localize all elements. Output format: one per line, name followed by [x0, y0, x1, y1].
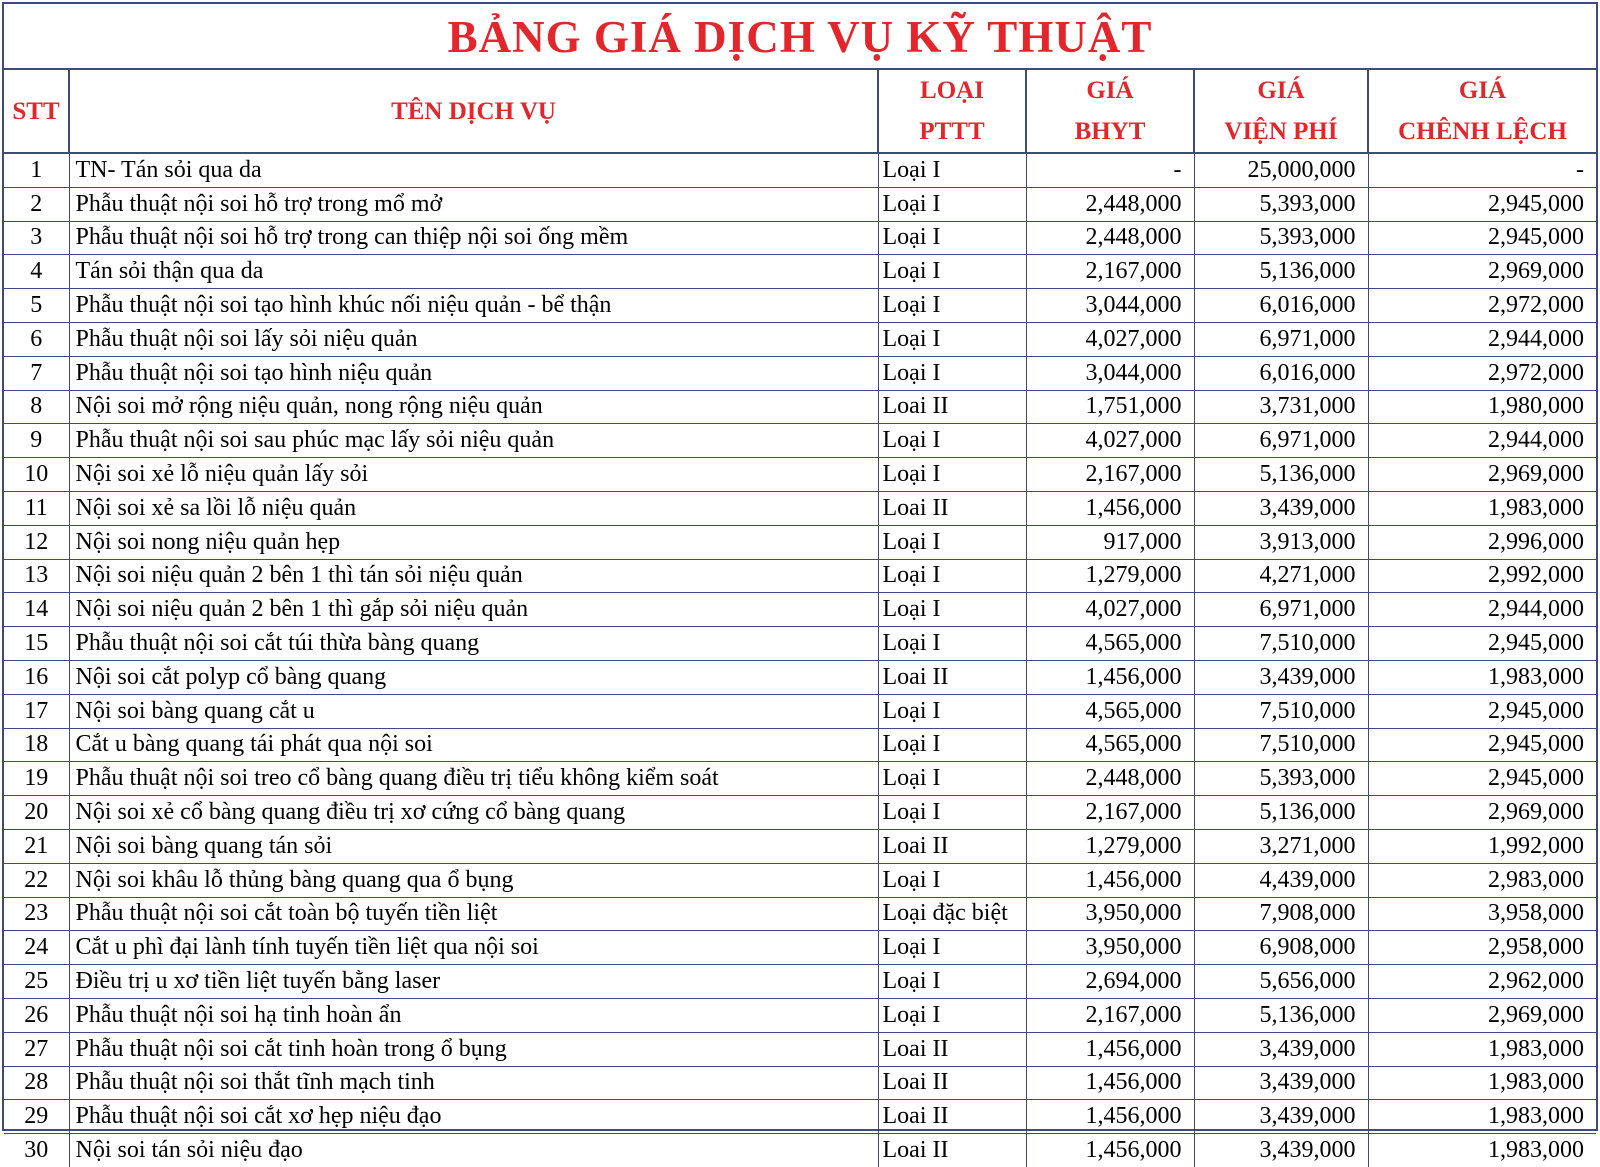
cell-type: Loại I	[878, 796, 1026, 830]
cell-hospital-price: 4,271,000	[1194, 559, 1368, 593]
cell-hospital-price: 3,439,000	[1194, 1100, 1368, 1134]
cell-diff-price: 2,992,000	[1368, 559, 1596, 593]
cell-bhyt-price: 4,027,000	[1026, 593, 1194, 627]
cell-diff-price: 2,983,000	[1368, 863, 1596, 897]
table-row	[4, 458, 1596, 492]
cell-type: Loại I	[878, 931, 1026, 965]
table-row	[4, 1100, 1596, 1134]
table-row	[4, 931, 1596, 965]
cell-bhyt-price: 1,456,000	[1026, 863, 1194, 897]
cell-bhyt-price: -	[1026, 153, 1194, 187]
cell-stt: 21	[4, 829, 69, 863]
cell-stt: 19	[4, 762, 69, 796]
table-row	[4, 694, 1596, 728]
cell-type: Loai II	[878, 829, 1026, 863]
cell-type: Loại I	[878, 255, 1026, 289]
table-body	[4, 153, 1596, 1167]
cell-type: Loại I	[878, 728, 1026, 762]
cell-hospital-price: 5,393,000	[1194, 187, 1368, 221]
cell-hospital-price: 6,971,000	[1194, 593, 1368, 627]
cell-bhyt-price: 4,027,000	[1026, 424, 1194, 458]
cell-service-name: Phẫu thuật nội soi tạo hình khúc nối niệu quản - bể thận	[69, 289, 878, 323]
cell-hospital-price: 6,016,000	[1194, 289, 1368, 323]
cell-diff-price: 2,945,000	[1368, 221, 1596, 255]
cell-hospital-price: 4,439,000	[1194, 863, 1368, 897]
cell-diff-price: 2,945,000	[1368, 694, 1596, 728]
cell-service-name: Phẫu thuật nội soi cắt tinh hoàn trong ổ bụng	[69, 1032, 878, 1066]
table-row	[4, 965, 1596, 999]
cell-type: Loại I	[878, 559, 1026, 593]
table-row	[4, 491, 1596, 525]
cell-type: Loại I	[878, 322, 1026, 356]
header-hospital-line1: GIÁ	[1257, 77, 1305, 104]
table-row	[4, 525, 1596, 559]
cell-diff-price: 2,969,000	[1368, 255, 1596, 289]
cell-stt: 6	[4, 322, 69, 356]
cell-type: Loại I	[878, 694, 1026, 728]
cell-stt: 28	[4, 1066, 69, 1100]
cell-bhyt-price: 1,751,000	[1026, 390, 1194, 424]
header-type-line2: PTTT	[919, 118, 985, 145]
cell-type: Loại I	[878, 762, 1026, 796]
cell-service-name: Phẫu thuật nội soi treo cổ bàng quang điều trị tiểu không kiểm soát	[69, 762, 878, 796]
table-row	[4, 424, 1596, 458]
cell-hospital-price: 3,439,000	[1194, 491, 1368, 525]
cell-hospital-price: 7,510,000	[1194, 627, 1368, 661]
cell-stt: 13	[4, 559, 69, 593]
cell-stt: 25	[4, 965, 69, 999]
table-row	[4, 1032, 1596, 1066]
cell-service-name: Nội soi tán sỏi niệu đạo	[69, 1134, 878, 1167]
cell-bhyt-price: 2,694,000	[1026, 965, 1194, 999]
cell-diff-price: 2,944,000	[1368, 424, 1596, 458]
cell-diff-price: 2,972,000	[1368, 356, 1596, 390]
cell-service-name: Phẫu thuật nội soi hỗ trợ trong can thiệp nội soi ống mềm	[69, 221, 878, 255]
table-row	[4, 559, 1596, 593]
cell-type: Loai II	[878, 1066, 1026, 1100]
cell-type: Loại I	[878, 356, 1026, 390]
cell-bhyt-price: 1,279,000	[1026, 559, 1194, 593]
cell-stt: 1	[4, 153, 69, 187]
cell-diff-price: 2,945,000	[1368, 762, 1596, 796]
cell-type: Loại I	[878, 998, 1026, 1032]
cell-diff-price: 1,983,000	[1368, 491, 1596, 525]
cell-service-name: Điều trị u xơ tiền liệt tuyến bằng laser	[69, 965, 878, 999]
cell-type: Loai II	[878, 491, 1026, 525]
cell-service-name: Phẫu thuật nội soi cắt xơ hẹp niệu đạo	[69, 1100, 878, 1134]
cell-bhyt-price: 4,565,000	[1026, 728, 1194, 762]
cell-hospital-price: 5,393,000	[1194, 762, 1368, 796]
cell-bhyt-price: 3,950,000	[1026, 897, 1194, 931]
table-row	[4, 322, 1596, 356]
header-bhyt-line2: BHYT	[1074, 118, 1146, 145]
header-hospital-price	[1194, 70, 1368, 153]
cell-diff-price: 2,969,000	[1368, 458, 1596, 492]
cell-service-name: Nội soi khâu lỗ thủng bàng quang qua ổ bụng	[69, 863, 878, 897]
cell-type: Loại I	[878, 525, 1026, 559]
cell-hospital-price: 7,510,000	[1194, 728, 1368, 762]
cell-diff-price: 1,992,000	[1368, 829, 1596, 863]
table-row	[4, 187, 1596, 221]
cell-hospital-price: 5,656,000	[1194, 965, 1368, 999]
cell-hospital-price: 7,510,000	[1194, 694, 1368, 728]
cell-diff-price: 2,996,000	[1368, 525, 1596, 559]
cell-service-name: Nội soi xẻ cổ bàng quang điều trị xơ cứng cổ bàng quang	[69, 796, 878, 830]
table-row	[4, 796, 1596, 830]
cell-hospital-price: 5,136,000	[1194, 796, 1368, 830]
cell-hospital-price: 6,908,000	[1194, 931, 1368, 965]
cell-service-name: Nội soi bàng quang cắt u	[69, 694, 878, 728]
cell-type: Loại I	[878, 221, 1026, 255]
cell-service-name: Nội soi xẻ lỗ niệu quản lấy sỏi	[69, 458, 878, 492]
table-row	[4, 897, 1596, 931]
cell-hospital-price: 3,271,000	[1194, 829, 1368, 863]
cell-bhyt-price: 1,279,000	[1026, 829, 1194, 863]
cell-service-name: Phẫu thuật nội soi hỗ trợ trong mổ mở	[69, 187, 878, 221]
cell-stt: 20	[4, 796, 69, 830]
cell-diff-price: 2,972,000	[1368, 289, 1596, 323]
cell-stt: 24	[4, 931, 69, 965]
cell-hospital-price: 5,136,000	[1194, 458, 1368, 492]
header-diff-line1: GIÁ	[1458, 77, 1507, 104]
cell-hospital-price: 5,136,000	[1194, 255, 1368, 289]
cell-type: Loại I	[878, 289, 1026, 323]
cell-hospital-price: 3,731,000	[1194, 390, 1368, 424]
cell-type: Loại I	[878, 965, 1026, 999]
cell-bhyt-price: 3,950,000	[1026, 931, 1194, 965]
cell-type: Loai II	[878, 1032, 1026, 1066]
cell-service-name: Nội soi niệu quản 2 bên 1 thì tán sỏi niệu quản	[69, 559, 878, 593]
cell-stt: 2	[4, 187, 69, 221]
cell-service-name: Phẫu thuật nội soi cắt toàn bộ tuyến tiền liệt	[69, 897, 878, 931]
cell-bhyt-price: 917,000	[1026, 525, 1194, 559]
cell-diff-price: 2,958,000	[1368, 931, 1596, 965]
table-row	[4, 863, 1596, 897]
cell-service-name: Cắt u bàng quang tái phát qua nội soi	[69, 728, 878, 762]
price-table	[4, 70, 1596, 1167]
cell-stt: 15	[4, 627, 69, 661]
cell-service-name: Nội soi bàng quang tán sỏi	[69, 829, 878, 863]
table-row	[4, 153, 1596, 187]
cell-service-name: Nội soi mở rộng niệu quản, nong rộng niệu quản	[69, 390, 878, 424]
cell-type: Loai II	[878, 390, 1026, 424]
cell-stt: 26	[4, 998, 69, 1032]
cell-bhyt-price: 3,044,000	[1026, 289, 1194, 323]
table-row	[4, 356, 1596, 390]
table-row	[4, 728, 1596, 762]
header-type-line1: LOẠI	[920, 77, 984, 104]
cell-diff-price: 2,969,000	[1368, 796, 1596, 830]
cell-service-name: Phẫu thuật nội soi lấy sỏi niệu quản	[69, 322, 878, 356]
cell-diff-price: 1,983,000	[1368, 660, 1596, 694]
cell-bhyt-price: 3,044,000	[1026, 356, 1194, 390]
cell-stt: 5	[4, 289, 69, 323]
cell-stt: 27	[4, 1032, 69, 1066]
cell-bhyt-price: 2,167,000	[1026, 255, 1194, 289]
cell-type: Loại I	[878, 627, 1026, 661]
cell-stt: 17	[4, 694, 69, 728]
cell-diff-price: 2,969,000	[1368, 998, 1596, 1032]
cell-stt: 22	[4, 863, 69, 897]
cell-hospital-price: 25,000,000	[1194, 153, 1368, 187]
cell-service-name: Phẫu thuật nội soi sau phúc mạc lấy sỏi niệu quản	[69, 424, 878, 458]
cell-stt: 3	[4, 221, 69, 255]
cell-diff-price: 1,983,000	[1368, 1100, 1596, 1134]
cell-stt: 23	[4, 897, 69, 931]
cell-bhyt-price: 4,565,000	[1026, 694, 1194, 728]
cell-hospital-price: 3,439,000	[1194, 1032, 1368, 1066]
cell-type: Loại I	[878, 458, 1026, 492]
cell-diff-price: 1,983,000	[1368, 1066, 1596, 1100]
cell-hospital-price: 5,136,000	[1194, 998, 1368, 1032]
cell-service-name: Cắt u phì đại lành tính tuyến tiền liệt qua nội soi	[69, 931, 878, 965]
cell-hospital-price: 6,971,000	[1194, 322, 1368, 356]
header-hospital-line2: VIỆN PHÍ	[1224, 118, 1338, 145]
cell-bhyt-price: 1,456,000	[1026, 1066, 1194, 1100]
cell-bhyt-price: 4,027,000	[1026, 322, 1194, 356]
cell-diff-price: 2,945,000	[1368, 187, 1596, 221]
cell-service-name: TN- Tán sỏi qua da	[69, 153, 878, 187]
cell-stt: 18	[4, 728, 69, 762]
cell-bhyt-price: 1,456,000	[1026, 491, 1194, 525]
table-row	[4, 221, 1596, 255]
cell-stt: 11	[4, 491, 69, 525]
cell-type: Loai II	[878, 1134, 1026, 1167]
cell-service-name: Nội soi niệu quản 2 bên 1 thì gắp sỏi niệu quản	[69, 593, 878, 627]
table-row	[4, 255, 1596, 289]
cell-stt: 8	[4, 390, 69, 424]
cell-hospital-price: 3,913,000	[1194, 525, 1368, 559]
cell-type: Loai II	[878, 1100, 1026, 1134]
cell-service-name: Tán sỏi thận qua da	[69, 255, 878, 289]
cell-type: Loại I	[878, 593, 1026, 627]
cell-stt: 7	[4, 356, 69, 390]
cell-bhyt-price: 2,448,000	[1026, 187, 1194, 221]
cell-hospital-price: 7,908,000	[1194, 897, 1368, 931]
table-row	[4, 1134, 1596, 1167]
table-row	[4, 627, 1596, 661]
cell-diff-price: 2,944,000	[1368, 322, 1596, 356]
cell-stt: 10	[4, 458, 69, 492]
cell-diff-price: 1,980,000	[1368, 390, 1596, 424]
cell-stt: 4	[4, 255, 69, 289]
cell-stt: 29	[4, 1100, 69, 1134]
cell-hospital-price: 3,439,000	[1194, 1134, 1368, 1167]
cell-stt: 14	[4, 593, 69, 627]
cell-type: Loại I	[878, 187, 1026, 221]
cell-stt: 30	[4, 1134, 69, 1167]
page-title: BẢNG GIÁ DỊCH VỤ KỸ THUẬT	[4, 4, 1596, 70]
cell-type: Loại I	[878, 424, 1026, 458]
table-row	[4, 1066, 1596, 1100]
header-diff-price	[1368, 70, 1596, 153]
cell-hospital-price: 6,016,000	[1194, 356, 1368, 390]
cell-diff-price: 1,983,000	[1368, 1032, 1596, 1066]
cell-type: Loại I	[878, 863, 1026, 897]
cell-hospital-price: 3,439,000	[1194, 1066, 1368, 1100]
cell-bhyt-price: 2,448,000	[1026, 762, 1194, 796]
cell-diff-price: 2,944,000	[1368, 593, 1596, 627]
cell-service-name: Phẫu thuật nội soi hạ tinh hoàn ẩn	[69, 998, 878, 1032]
cell-hospital-price: 5,393,000	[1194, 221, 1368, 255]
table-row	[4, 593, 1596, 627]
table-row	[4, 660, 1596, 694]
cell-hospital-price: 6,971,000	[1194, 424, 1368, 458]
cell-service-name: Nội soi xẻ sa lồi lỗ niệu quản	[69, 491, 878, 525]
table-row	[4, 998, 1596, 1032]
cell-bhyt-price: 4,565,000	[1026, 627, 1194, 661]
cell-hospital-price: 3,439,000	[1194, 660, 1368, 694]
table-row	[4, 762, 1596, 796]
cell-diff-price: -	[1368, 153, 1596, 187]
header-bhyt-price	[1026, 70, 1194, 153]
price-table-sheet	[2, 2, 1598, 1163]
cell-service-name: Phẫu thuật nội soi cắt túi thừa bàng quang	[69, 627, 878, 661]
header-row	[4, 70, 1596, 153]
cell-diff-price: 2,962,000	[1368, 965, 1596, 999]
cell-diff-price: 1,983,000	[1488, 1137, 1584, 1163]
cell-bhyt-price: 1,456,000	[1026, 1032, 1194, 1066]
header-type	[878, 70, 1026, 153]
cell-stt: 16	[4, 660, 69, 694]
cell-type: Loại đặc biệt	[878, 897, 1026, 931]
cell-bhyt-price: 1,456,000	[1026, 660, 1194, 694]
cell-bhyt-price: 1,456,000	[1026, 1100, 1194, 1134]
header-diff-line2: CHÊNH LỆCH	[1398, 118, 1567, 145]
table-row	[4, 289, 1596, 323]
cell-diff-price: 2,945,000	[1368, 728, 1596, 762]
cell-bhyt-price: 2,167,000	[1026, 796, 1194, 830]
table-row	[4, 390, 1596, 424]
cell-bhyt-price: 2,167,000	[1026, 998, 1194, 1032]
cell-bhyt-price: 1,456,000	[1026, 1134, 1194, 1167]
cell-stt: 9	[4, 424, 69, 458]
cell-service-name: Nội soi nong niệu quản hẹp	[69, 525, 878, 559]
header-stt: STT	[4, 70, 69, 153]
table-row	[4, 829, 1596, 863]
header-service-name: TÊN DỊCH VỤ	[69, 70, 878, 153]
cell-diff-price: 3,958,000	[1368, 897, 1596, 931]
cell-stt: 12	[4, 525, 69, 559]
cell-bhyt-price: 2,167,000	[1026, 458, 1194, 492]
cell-diff-price: 2,945,000	[1368, 627, 1596, 661]
cell-bhyt-price: 2,448,000	[1026, 221, 1194, 255]
cell-service-name: Nội soi cắt polyp cổ bàng quang	[69, 660, 878, 694]
cell-type: Loại I	[878, 153, 1026, 187]
cell-service-name: Phẫu thuật nội soi thắt tĩnh mạch tinh	[69, 1066, 878, 1100]
header-bhyt-line1: GIÁ	[1086, 77, 1134, 104]
cell-type: Loai II	[878, 660, 1026, 694]
cell-service-name: Phẫu thuật nội soi tạo hình niệu quản	[69, 356, 878, 390]
